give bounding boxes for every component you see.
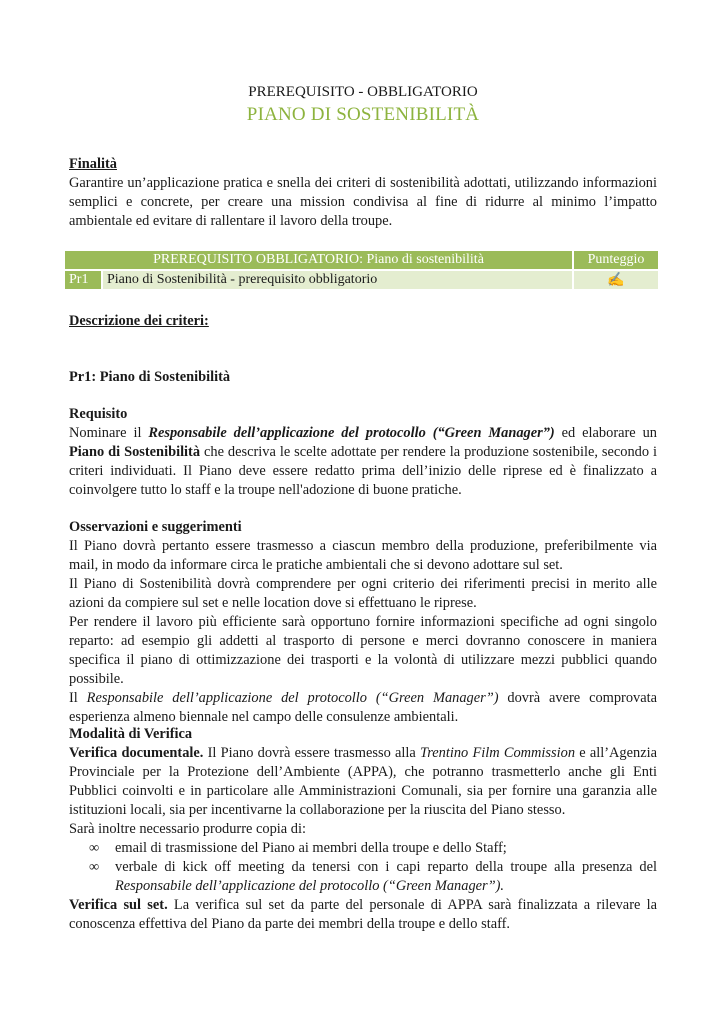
copy-intro: Sarà inoltre necessario produrre copia di: — [69, 821, 306, 837]
infinity-bullet-icon: ∞ — [89, 840, 100, 856]
pre-title: PREREQUISITO - OBBLIGATORIO — [248, 84, 478, 100]
requisito-text: Nominare il Responsabile dell’applicazione del protocollo (“Green Manager”) ed elaborare un Piano di Sostenibilità che descriva le scelte adottate per rendere la produzione sostenibile, secondo i criteri individuati. Il Piano deve essere redatto prima dell’inizio delle riprese ed è finalizzato a coinvolgere tutto lo staff e la troupe nell'adozione di buone pratiche. — [69, 425, 657, 498]
osservazioni-p4: Il Responsabile dell’applicazione del protocollo (“Green Manager”) dovrà avere comprovata esperienza almeno biennale nel campo delle consulenze ambientali. — [69, 690, 657, 725]
list-item: ∞ verbale di kick off meeting da tenersi con i capi reparto della troupe alla presenza del Responsabile dell’applicazione del protocollo (“Green Manager”). — [89, 859, 657, 894]
criterion-title: Pr1: Piano di Sostenibilità — [69, 369, 231, 385]
infinity-bullet-icon: ∞ — [89, 859, 100, 875]
finalita-text: Garantire un’applicazione pratica e snella dei criteri di sostenibilità adottati, utilizzando informazioni semplici e concrete, per creare una mission condivisa al fine di ridurre al minimo l’impatto ambientale ed evitare di rallentare il lavoro della troupe. — [69, 175, 657, 229]
requisito-section — [69, 405, 657, 500]
criteria-table — [63, 249, 660, 291]
verifica-heading: Modalità di Verifica — [69, 726, 193, 742]
table-header-row — [65, 251, 658, 269]
pencil-icon: ✍ — [574, 271, 658, 289]
list-item: ∞ email di trasmissione del Piano ai membri della troupe e dello Staff; — [89, 840, 507, 856]
descrizione-heading: Descrizione dei criteri: — [69, 313, 209, 329]
row-code: Pr1 — [65, 271, 101, 289]
osservazioni-p3: Per rendere il lavoro più efficiente sarà opportuno fornire informazioni specifiche ad ogni singolo reparto: ad esempio gli addetti al trasporto di persone e merci dovranno conoscere in maniera specifica il piano di ottimizzazione dei trasporti e la volontà di utilizzare mezzi pubblici quando possibile. — [69, 614, 657, 687]
copy-list — [69, 839, 657, 896]
table-header-label: PREREQUISITO OBBLIGATORIO: Piano di sostenibilità — [65, 251, 572, 269]
page-title: PIANO DI SOSTENIBILITÀ — [246, 104, 480, 125]
osservazioni-p2: Il Piano di Sostenibilità dovrà comprendere per ogni criterio dei riferimenti precisi in merito alle azioni da compiere sul set e nelle location dove si effettuano le riprese. — [69, 576, 657, 611]
requisito-heading: Requisito — [69, 406, 128, 422]
verifica-documentale: Verifica documentale. Il Piano dovrà essere trasmesso alla Trentino Film Commission e all’Agenzia Provinciale per la Protezione dell’Ambiente (APPA), che potranno trasmetterlo anche gli Enti Pubblici coinvolti e in particolare alle Amministrazioni Comunali, sia per fornire una garanzia alle istituzioni locali, sia per incentivarne la collaborazione per la riuscita del Piano stesso. — [69, 745, 657, 818]
finalita-heading: Finalità — [69, 156, 117, 172]
verifica-set: Verifica sul set. La verifica sul set da parte del personale di APPA sarà finalizzata a rilevare la conoscenza effettiva del Piano da parte dei membri della troupe e dello staff. — [69, 897, 657, 932]
osservazioni-p1: Il Piano dovrà pertanto essere trasmesso a ciascun membro della produzione, preferibilmente via mail, in modo da informare circa le pratiche ambientali che si devono adottare sul set. — [69, 538, 657, 573]
osservazioni-heading: Osservazioni e suggerimenti — [69, 519, 242, 535]
table-header-score: Punteggio — [574, 251, 658, 269]
osservazioni-section — [69, 518, 657, 727]
table-row — [65, 271, 658, 289]
finalita-section — [69, 155, 657, 231]
verifica-section — [69, 725, 657, 934]
row-label: Piano di Sostenibilità - prerequisito obbligatorio — [103, 271, 572, 289]
